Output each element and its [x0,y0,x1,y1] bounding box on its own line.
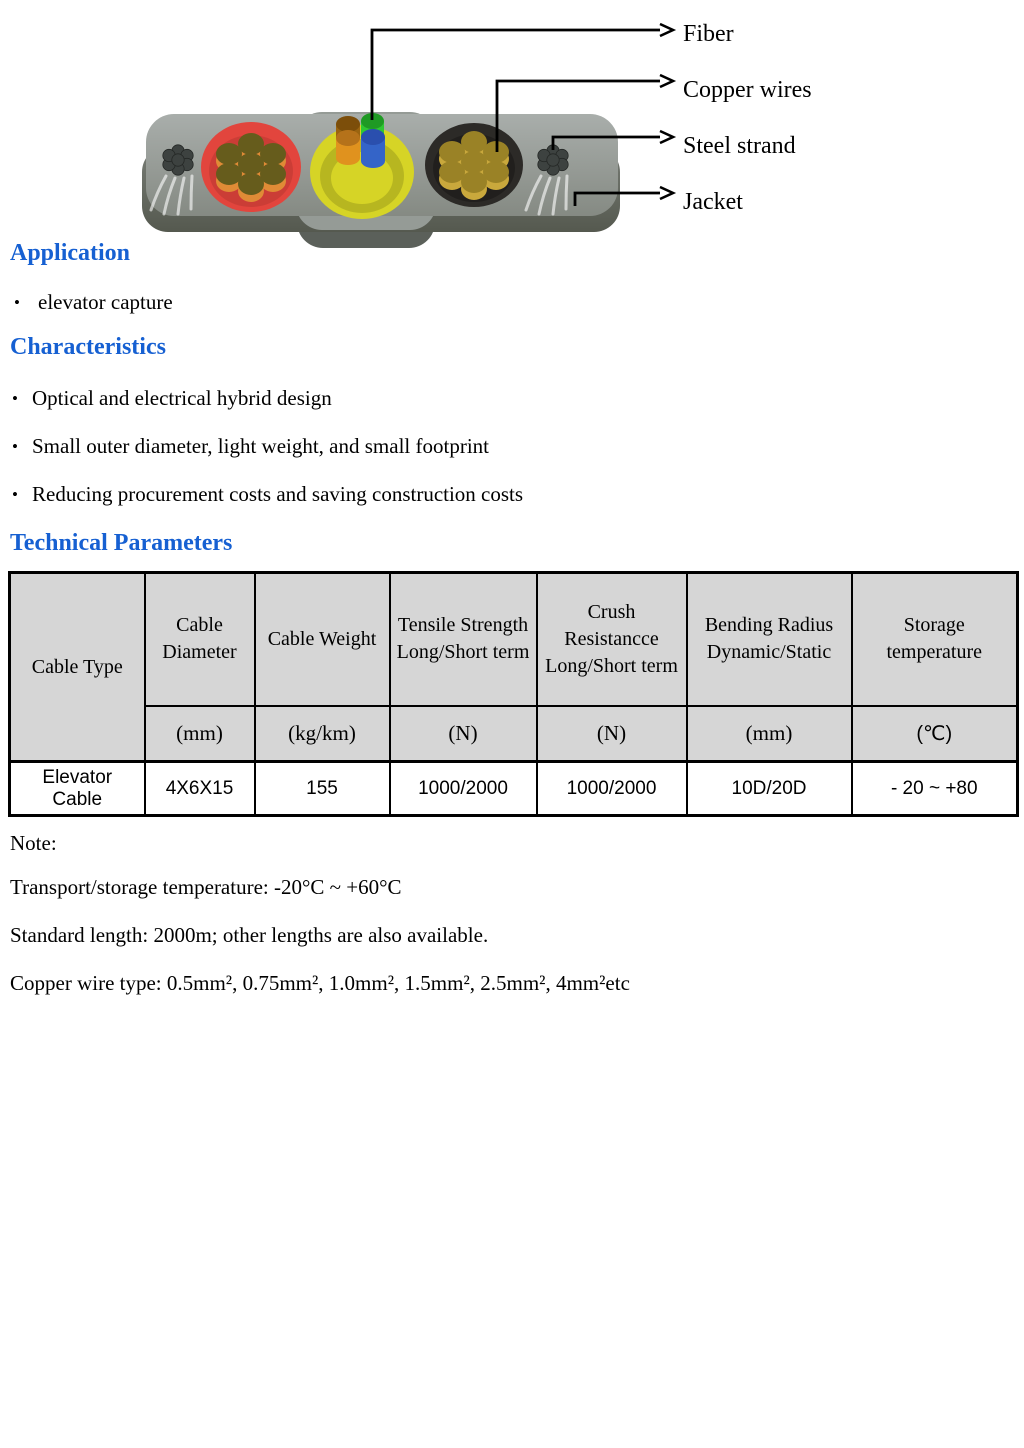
th-bending-radius: Bending Radius Dynamic/Static [687,573,852,706]
cell-cable-diameter: 4X6X15 [145,762,255,816]
power-unit-red [201,122,301,212]
bullet-icon: • [12,389,18,408]
application-heading: Application [10,240,131,266]
cell-cable-type: Elevator Cable [10,762,145,816]
fiber-blue [361,129,385,168]
th-crush-resistance: Crush Resistancce Long/Short term [537,573,687,706]
copper-wires-black [439,131,509,200]
application-bullet [14,290,714,315]
fiber-orange [336,130,360,165]
technical-parameters-table-wrap [8,571,1019,817]
unit-cable-diameter: (mm) [145,706,255,762]
application-bullet-text: elevator capture [38,290,173,314]
technical-parameters-table [8,571,1019,817]
note-copper-wire-type: Copper wire type: 0.5mm², 0.75mm², 1.0mm², 1.5mm², 2.5mm², 4mm²etc [10,971,630,995]
th-cable-weight: Cable Weight [255,573,390,706]
note-transport-temperature: Transport/storage temperature: -20°C ~ +60°C [10,875,402,899]
characteristics-bullet [12,482,812,507]
characteristics-bullet [12,434,812,459]
fiber-label: Fiber [683,21,734,47]
th-cable-diameter: Cable Diameter [145,573,255,706]
cable-diagram [0,0,1024,252]
th-storage-temperature: Storage temperature [852,573,1018,706]
jacket-label: Jacket [683,189,743,215]
fiber-leader-line [372,30,660,120]
note-standard-length: Standard length: 2000m; other lengths are also available. [10,923,489,947]
cell-cable-weight: 155 [255,762,390,816]
unit-cable-weight: (kg/km) [255,706,390,762]
characteristics-bullet-text: Small outer diameter, light weight, and small footprint [32,434,489,458]
note-label: Note: [10,831,57,855]
steel-strand-label: Steel strand [683,133,796,159]
copper-wires-red [216,133,286,202]
characteristics-bullet [12,386,812,411]
cell-storage-temperature: - 20 ~ +80 [852,762,1018,816]
characteristics-bullet-text: Reducing procurement costs and saving construction costs [32,482,524,506]
power-unit-black [425,123,523,207]
characteristics-heading: Characteristics [10,334,166,360]
table-row [10,762,1018,816]
unit-tensile-strength: (N) [390,706,537,762]
bullet-icon: • [12,485,18,504]
bullet-icon: • [12,437,18,456]
cell-bending-radius: 10D/20D [687,762,852,816]
characteristics-bullet-text: Optical and electrical hybrid design [32,386,332,410]
cell-tensile-strength: 1000/2000 [390,762,537,816]
cell-crush-resistance: 1000/2000 [537,762,687,816]
unit-bending-radius: (mm) [687,706,852,762]
technical-parameters-heading: Technical Parameters [10,530,233,556]
unit-storage-temperature: (℃) [852,706,1018,762]
unit-crush-resistance: (N) [537,706,687,762]
bullet-icon: • [14,293,20,312]
th-tensile-strength: Tensile Strength Long/Short term [390,573,537,706]
th-cable-type: Cable Type [10,573,145,762]
copper-wires-label: Copper wires [683,77,812,103]
